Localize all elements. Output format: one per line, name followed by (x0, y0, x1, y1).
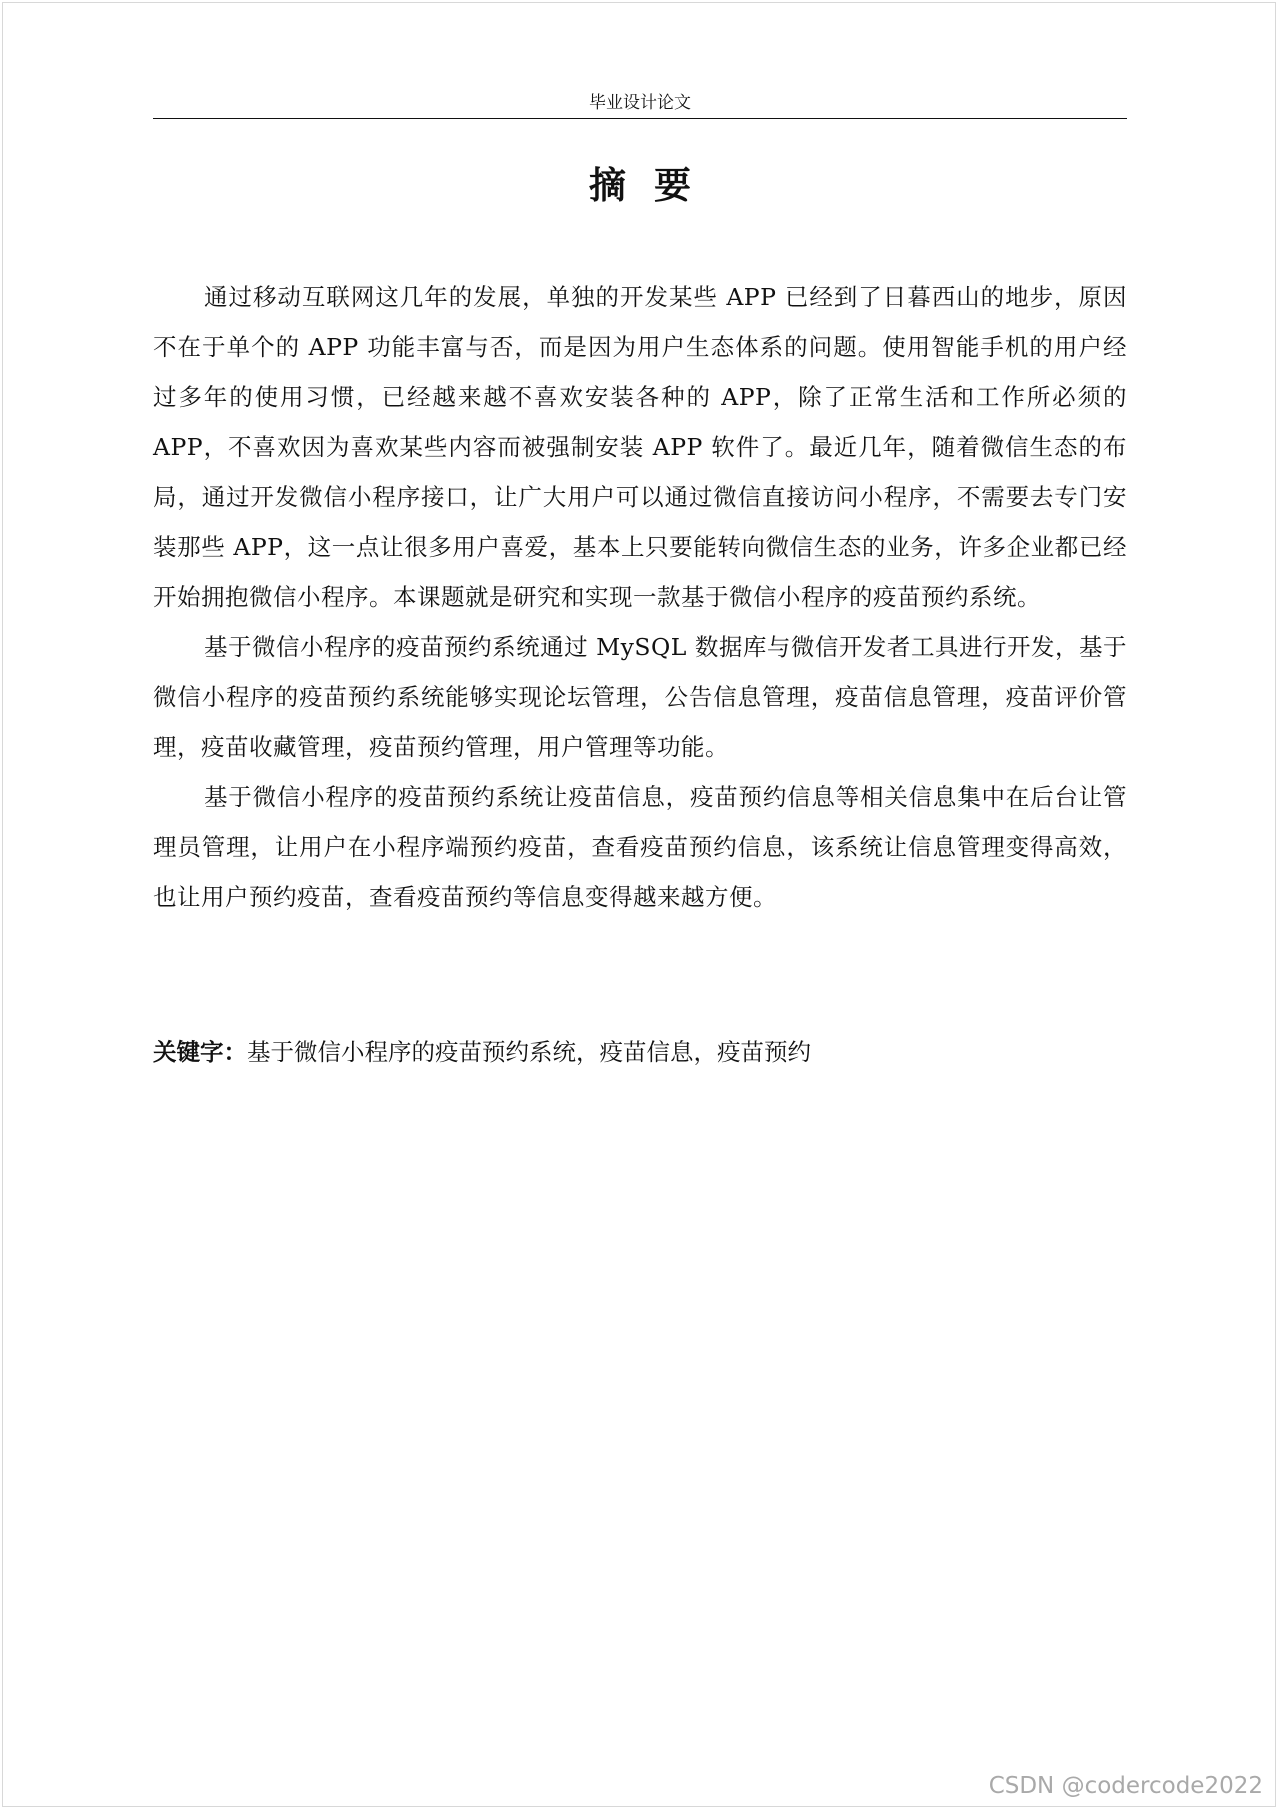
keywords-label: 关键字： (153, 1038, 247, 1066)
abstract-paragraph-2: 基于微信小程序的疫苗预约系统通过 MySQL 数据库与微信开发者工具进行开发，基于微信小程序的疫苗预约系统能够实现论坛管理，公告信息管理，疫苗信息管理，疫苗评价管理，疫苗收藏管理，疫苗预约管理，用户管理等功能。 (153, 633, 1127, 761)
abstract-body (153, 272, 1127, 922)
running-header: 毕业设计论文 (589, 93, 691, 113)
abstract-paragraph-3: 基于微信小程序的疫苗预约系统让疫苗信息，疫苗预约信息等相关信息集中在后台让管理员管理，让用户在小程序端预约疫苗，查看疫苗预约信息，该系统让信息管理变得高效，也让用户预约疫苗，查看疫苗预约等信息变得越来越方便。 (153, 783, 1127, 911)
page-title: 摘要 (589, 163, 719, 207)
keywords-line (153, 1027, 1127, 1077)
keywords-text: 基于微信小程序的疫苗预约系统，疫苗信息，疫苗预约 (247, 1038, 811, 1066)
header-rule (153, 118, 1127, 119)
watermark: CSDN @codercode2022 (988, 1773, 1263, 1799)
abstract-paragraph-1: 通过移动互联网这几年的发展，单独的开发某些 APP 已经到了日暮西山的地步，原因不在于单个的 APP 功能丰富与否，而是因为用户生态体系的问题。使用智能手机的用户经过多年的使用习惯，已经越来越不喜欢安装各种的 APP，除了正常生活和工作所必须的 APP，不喜欢因为喜欢某些内容而被强制安装 APP 软件了。最近几年，随着微信生态的布局，通过开发微信小程序接口，让广大用户可以通过微信直接访问小程序，不需要去专门安装那些 APP，这一点让很多用户喜爱，基本上只要能转向微信生态的业务，许多企业都已经开始拥抱微信小程序。本课题就是研究和实现一款基于微信小程序的疫苗预约系统。 (153, 283, 1127, 611)
